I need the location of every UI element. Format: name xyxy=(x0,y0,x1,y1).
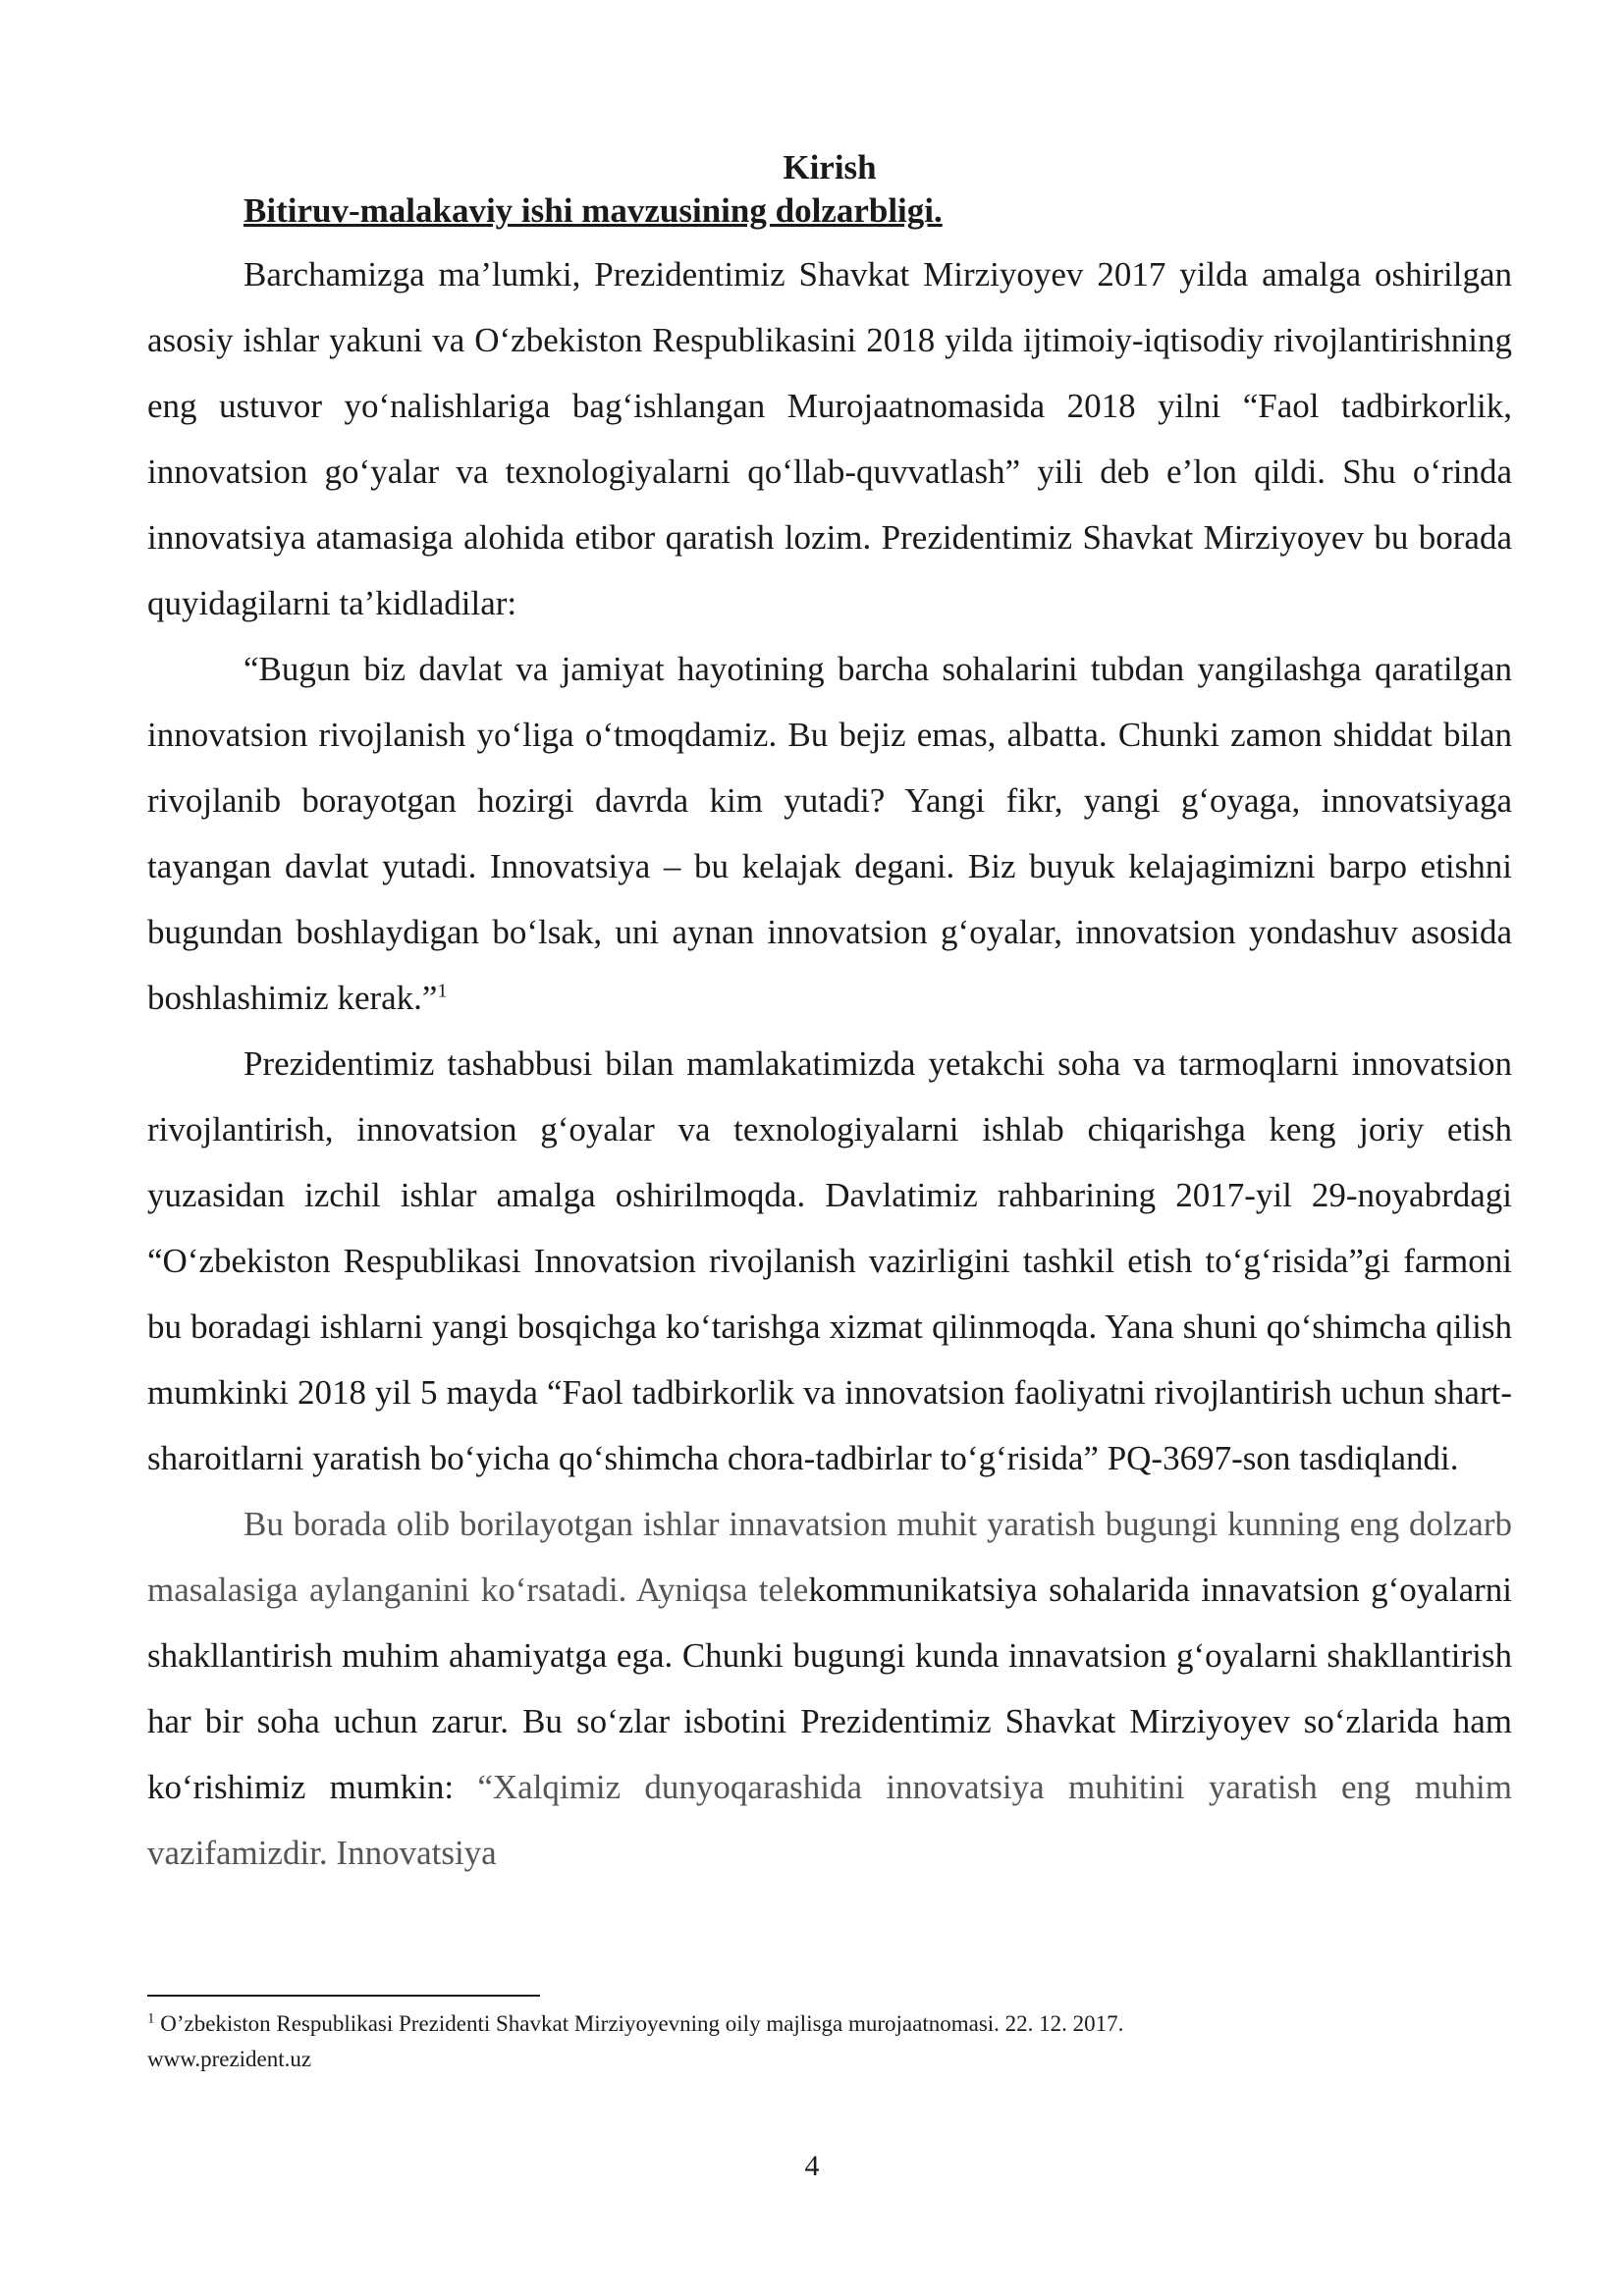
paragraph-1-text: Barchamizga ma’lumki, Prezidentimiz Shavkat Mirziyoyev 2017 yilda amalga oshirilgan asosiy ishlar yakuni va O‘zbekiston Respublikasini 2018 yilda ijtimoiy-iqtisodiy rivojlantirishning eng ustuvor yo‘nalishlariga bag‘ishlangan Murojaatnomasida 2018 yilni “Faol tadbirkorlik, innovatsion go‘yalar va texnologiyalarni qo‘llab-quvvatlash” yili deb e’lon qildi. Shu o‘rinda innovatsiya atamasiga alohida etibor qaratish lozim. Prezidentimiz Shavkat Mirziyoyev bu borada quyidagilarni ta’kidladilar: xyxy=(147,255,1512,622)
footnote-text: O’zbekiston Respublikasi Prezidenti Shavkat Mirziyoyevning oily majlisga murojaatnomasi. 22. 12. 2017. xyxy=(160,2011,1124,2036)
footnotes xyxy=(147,2006,1512,2077)
footnote-1 xyxy=(147,2006,1512,2042)
paragraph-4-text-b: kommunikatsiya sohalarida innavatsion g‘oyalarni shakllantirish muhim ahamiyatga ega. Chunki bugungi kunda innavatsion g‘oyalarni shakllantirish har bir soha uchun zarur. Bu so‘zlar isbotini Prezidentimiz Shavkat Mirziyoyev so‘zlarida ham ko‘rishimiz mumkin: xyxy=(147,1571,1512,1806)
footnote-url[interactable]: www.prezident.uz xyxy=(147,2047,312,2071)
footnote-separator xyxy=(147,1995,540,1997)
section-title: Kirish xyxy=(783,148,877,187)
footnote-reference[interactable]: 1 xyxy=(437,980,448,1002)
paragraph-1 xyxy=(147,241,1512,636)
paragraph-4-text-a: Bu borada olib borilayotgan ishlar innavatsion muhit yaratish bugungi kunning eng dolzarb masalasiga aylanganini ko‘rsatadi. Ayniqsa tele xyxy=(147,1505,1512,1609)
page-number: 4 xyxy=(804,2150,820,2182)
paragraph-2-text: “Bugun biz davlat va jamiyat hayotining barcha sohalarini tubdan yangilashga qaratilgan innovatsion rivojlanish yo‘liga o‘tmoqdamiz. Bu bejiz emas, albatta. Chunki zamon shiddat bilan rivojlanib borayotgan hozirgi davrda kim yutadi? Yangi fikr, yangi g‘oyaga, innovatsiyaga tayangan davlat yutadi. Innovatsiya – bu kelajak degani. Biz buyuk kelajagimizni barpo etishni bugundan boshlaydigan bo‘lsak, uni aynan innovatsion g‘oyalar, innovatsion yondashuv asosida boshlashimiz kerak.” xyxy=(147,650,1512,1017)
paragraph-3-text: Prezidentimiz tashabbusi bilan mamlakatimizda yetakchi soha va tarmoqlarni innovatsion rivojlantirish, innovatsion g‘oyalar va texnologiyalarni ishlab chiqarishga keng joriy etish yuzasidan izchil ishlar amalga oshirilmoqda. Davlatimiz rahbarining 2017-yil 29-noyabrdagi “O‘zbekiston Respublikasi Innovatsion rivojlanish vazirligini tashkil etish to‘g‘risida”gi farmoni bu boradagi ishlarni yangi bosqichga ko‘tarishga xizmat qilinmoqda. Yana shuni qo‘shimcha qilish mumkinki 2018 yil 5 mayda “Faol tadbirkorlik va innovatsion faoliyatni rivojlantirish uchun shart-sharoitlarni yaratish bo‘yicha qo‘shimcha chora-tadbirlar to‘g‘risida” PQ-3697-son tasdiqlandi. xyxy=(147,1044,1512,1477)
footnote-number: 1 xyxy=(147,2010,155,2027)
paragraph-2 xyxy=(147,636,1512,1031)
paragraph-3 xyxy=(147,1031,1512,1491)
paragraph-4-text-c: “Xalqimiz dunyoqarashida innovatsiya muhitini yaratish eng muhim vazifamizdir. Innovatsiya xyxy=(147,1768,1512,1872)
paragraph-4 xyxy=(147,1491,1512,1886)
document-page xyxy=(147,147,1512,2209)
section-subtitle: Bitiruv-malakaviy ishi mavzusining dolzarbligi. xyxy=(244,191,943,230)
